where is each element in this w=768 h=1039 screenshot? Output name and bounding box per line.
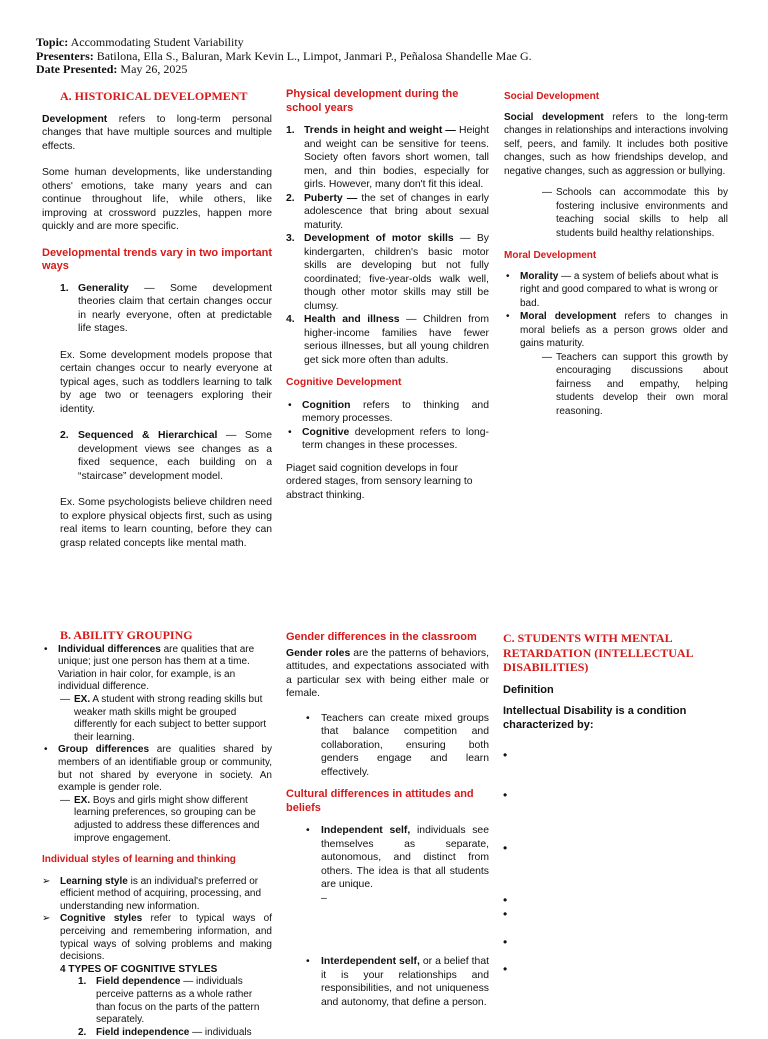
date-line: Date Presented: May 26, 2025 xyxy=(36,62,188,76)
historical-development-heading: A. HISTORICAL DEVELOPMENT xyxy=(60,89,248,103)
cognition-bullet: • Cognition refers to thinking and memory processes. xyxy=(286,399,489,426)
generality-example: Ex. Some development models propose that certain changes occur to nearly everyone at typical ages, such as toddlers learning to talk by age two or teenagers exploring their identity. xyxy=(60,349,272,415)
column-2-top xyxy=(286,88,489,502)
sequenced-example: Ex. Some psychologists believe children need to explore physical objects first, such as using real items to learn counting, before they can grasp related concepts like mental math. xyxy=(60,497,272,549)
learning-style-item: ➢ Learning style is an individual's preferred or efficient method of acquiring, processing, and understanding new information. xyxy=(42,876,272,914)
document-header xyxy=(36,36,736,77)
cognitive-development-heading: Cognitive Development xyxy=(286,377,402,388)
physical-item: 2. Puberty — the set of changes in early adolescence that bring about sexual maturity. xyxy=(286,192,490,231)
gender-differences-heading: Gender differences in the classroom xyxy=(286,631,477,643)
human-developments-paragraph: Some human developments, like understanding others' emotions, take many years and can continue throughout life, while others, like improving at crossword puzzles, happen more quickly and are more specific. xyxy=(42,167,272,232)
individual-differences-bullet: • Individual differences are qualities that are unique; just one person has them at a time. Variation in hair color, for example, is an individual difference. xyxy=(42,644,272,694)
physical-item: 4. Health and illness — Children from higher-income families have fewer serious illnesses, but all young children get sick more often than adults. xyxy=(286,314,489,366)
moral-dash-note: — Teachers can support this growth by encouraging discussions about fairness and empathy, helping students develop their own moral reasoning. xyxy=(542,351,728,419)
developmental-trends-subheading: Developmental trends vary in two important ways xyxy=(42,246,272,272)
gender-roles-paragraph: Gender roles are the patterns of behaviors, attitudes, and expectations associated with a particular sex with being either male or female. xyxy=(286,647,489,699)
generality-item: 1. Generality — Some development theories claim that certain changes occur in nearly everyone, often at predictable life stages. xyxy=(60,282,272,334)
column-3-bottom xyxy=(503,631,728,732)
intellectual-disabilities-heading: C. STUDENTS WITH MENTAL RETARDATION (INTELLECTUAL DISABILITIES) xyxy=(503,631,693,674)
mixed-groups-bullet: • Teachers can create mixed groups that balance competition and collaboration, ensuring both genders engage and learn effectively. xyxy=(304,712,489,780)
empty-bullet: • xyxy=(503,841,508,855)
individual-example: — EX. A student with strong reading skills but weaker math skills might be grouped differently for each subject to better support their learning. xyxy=(60,694,272,744)
physical-item: 1. Trends in height and weight — Height and weight can be sensitive for teens. Society often favors short women, tall men, and thin bodies, especially for girls. However, many don't fit this ideal. xyxy=(286,125,489,190)
social-development-heading: Social Development xyxy=(504,91,600,102)
empty-bullet: • xyxy=(503,893,508,907)
topic-line: Topic: Accommodating Student Variability xyxy=(36,35,244,49)
piaget-paragraph: Piaget said cognition develops in four ordered stages, from sensory learning to abstract thinking. xyxy=(286,462,473,501)
empty-bullet: • xyxy=(503,907,508,921)
cognitive-styles-types-heading: 4 TYPES OF COGNITIVE STYLES xyxy=(60,963,218,975)
column-1-bottom xyxy=(42,629,272,1039)
definition-label: Definition xyxy=(503,683,554,696)
interdependent-self-bullet: • Interdependent self, or a belief that it is your relationships and responsibilities, and not uniqueness and autonomy, that define a person. xyxy=(304,955,489,1009)
morality-bullet: • Morality — a system of beliefs about what is right and good compared to what is wrong or bad. xyxy=(504,270,728,311)
group-differences-bullet: • Group differences are qualities shared by members of an identifiable group or community, but not shared by everyone in society. An example is gender role. xyxy=(42,744,272,794)
physical-item: 3. Development of motor skills — By kindergarten, children's basic motor skills are developing but not fully coordinated; five-year-olds walk well, though other motor skills may still be clumsy. xyxy=(286,233,489,312)
development-paragraph: Development refers to long-term personal changes that have multiple sources and multiple effects. xyxy=(42,113,272,152)
independent-self-bullet: • Independent self, individuals see themselves as separate, autonomous, and distinct from others. The idea is that all students are unique. xyxy=(304,824,489,892)
empty-bullet: • xyxy=(503,748,508,762)
ability-grouping-heading: B. ABILITY GROUPING xyxy=(60,628,193,642)
physical-development-list xyxy=(286,124,489,367)
empty-bullet: • xyxy=(503,962,508,976)
sequenced-item: 2. Sequenced & Hierarchical — Some development views see changes as a fixed sequence, each building on a “staircase” development model. xyxy=(60,430,272,482)
physical-development-heading: Physical development during the school years xyxy=(286,88,459,114)
moral-development-bullet: • Moral development refers to changes in moral beliefs as a person grows older and gains maturity. xyxy=(504,310,728,351)
cognitive-styles-item: ➢ Cognitive styles refer to typical ways of perceiving and remembering information, and typical ways of solving problems and making decisions. xyxy=(42,913,272,963)
column-1-top xyxy=(42,90,272,550)
social-dash-note: — Schools can accommodate this by fostering inclusive environments and teaching social skills to help all students build healthy relationships. xyxy=(542,186,728,240)
column-2-bottom xyxy=(286,631,489,1009)
individual-styles-heading: Individual styles of learning and thinking xyxy=(42,854,236,866)
field-dependence-item: 1. Field dependence — individuals perceive patterns as a whole rather than focus on the parts of the pattern separately. xyxy=(78,976,260,1026)
empty-bullet: • xyxy=(503,935,508,949)
column-3-top xyxy=(504,90,728,418)
intellectual-disability-definition: Intellectual Disability is a condition characterized by: xyxy=(503,705,687,731)
empty-bullet: • xyxy=(503,788,508,802)
group-example: — EX. Boys and girls might show different learning preferences, so grouping can be adjusted to address these differences and improve engagement. xyxy=(60,795,272,845)
presenters-line: Presenters: Batilona, Ella S., Baluran, Mark Kevin L., Limpot, Janmari P., Peñalosa Shandelle Mae G. xyxy=(36,48,532,63)
field-independence-item: 2. Field independence — individuals xyxy=(78,1026,252,1038)
social-development-paragraph: Social development refers to the long-term changes in relationships and interactions involving self, peers, and family. It includes both positive changes, such as how friendships develop, and negative changes, such as aggression or bullying. xyxy=(504,111,728,177)
cognitive-development-bullet: • Cognitive development refers to long-term changes in these processes. xyxy=(286,426,489,453)
independent-self-dash: – xyxy=(321,892,327,904)
moral-development-heading: Moral Development xyxy=(504,250,597,261)
cultural-differences-heading: Cultural differences in attitudes and beliefs xyxy=(286,788,474,814)
